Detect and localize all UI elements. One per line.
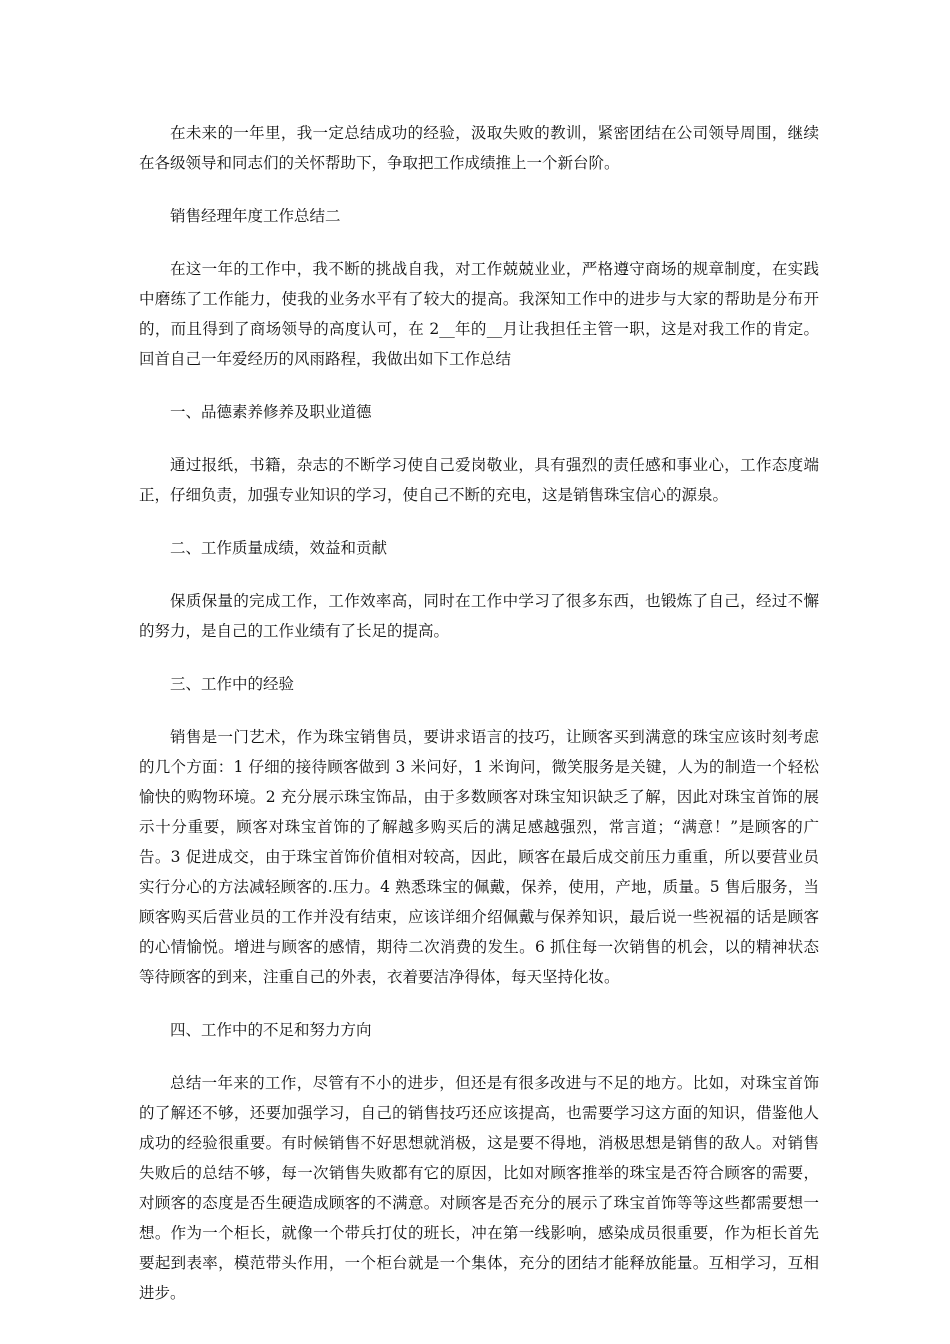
document-subtitle: 销售经理年度工作总结二 xyxy=(170,207,341,225)
overview-paragraph: 在这一年的工作中，我不断的挑战自我，对工作兢兢业业，严格遵守商场的规章制度，在实践中磨练了工作能力，使我的业务水平有了较大的提高。我深知工作中的进步与大家的帮助是分布开的，而且得到了商场领导的高度认可，在 2__年的__月让我担任主管一职，这是对我工作的肯定。回首自己一年爱经历的风雨路程，我做出如下工作总结 xyxy=(139,260,819,368)
section-heading-1: 一、品德素养修养及职业道德 xyxy=(170,403,372,421)
section-paragraph-2: 保质保量的完成工作，工作效率高，同时在工作中学习了很多东西，也锻炼了自己，经过不懈的努力，是自己的工作业绩有了长足的提高。 xyxy=(139,592,819,640)
section-paragraph-3: 销售是一门艺术，作为珠宝销售员，要讲求语言的技巧，让顾客买到满意的珠宝应该时刻考虑的几个方面：1 仔细的接待顾客做到 3 米问好，1 米询问，微笑服务是关键，人为的制造一个轻松愉快的购物环境。2 充分展示珠宝饰品，由于多数顾客对珠宝知识缺乏了解，因此对珠宝首饰的展示十分重要，顾客对珠宝首饰的了解越多购买后的满足感越强烈，常言道；“满意！”是顾客的广告。3 促进成交，由于珠宝首饰价值相对较高，因此，顾客在最后成交前压力重重，所以要营业员实行分心的方法减轻顾客的.压力。4 熟悉珠宝的佩戴，保养，使用，产地，质量。5 售后服务，当顾客购买后营业员的工作并没有结束，应该详细介绍佩戴与保养知识，最后说一些祝福的话是顾客的心情愉悦。增进与顾客的感情，期待二次消费的发生。6 抓住每一次销售的机会，以的精神状态等待顾客的到来，注重自己的外表，衣着要洁净得体，每天坚持化妆。 xyxy=(139,728,819,986)
section-heading-4: 四、工作中的不足和努力方向 xyxy=(170,1021,372,1039)
section-heading-3: 三、工作中的经验 xyxy=(170,675,295,693)
intro-paragraph: 在未来的一年里，我一定总结成功的经验，汲取失败的教训，紧密团结在公司领导周围，继续在各级领导和同志们的关怀帮助下，争取把工作成绩推上一个新台阶。 xyxy=(139,124,819,172)
section-paragraph-4: 总结一年来的工作，尽管有不小的进步，但还是有很多改进与不足的地方。比如，对珠宝首饰的了解还不够，还要加强学习，自己的销售技巧还应该提高，也需要学习这方面的知识，借鉴他人成功的经验很重要。有时候销售不好思想就消极，这是要不得地，消极思想是销售的敌人。对销售失败后的总结不够，每一次销售失败都有它的原因，比如对顾客推举的珠宝是否符合顾客的需要，对顾客的态度是否生硬造成顾客的不满意。对顾客是否充分的展示了珠宝首饰等等这些都需要想一想。作为一个柜长，就像一个带兵打仗的班长，冲在第一线影响，感染成员很重要，作为柜长首先要起到表率，模范带头作用，一个柜台就是一个集体，充分的团结才能释放能量。互相学习，互相进步。 xyxy=(139,1074,819,1302)
section-heading-2: 二、工作质量成绩，效益和贡献 xyxy=(170,539,388,557)
document-page xyxy=(139,118,819,1308)
section-paragraph-1: 通过报纸，书籍，杂志的不断学习使自己爱岗敬业，具有强烈的责任感和事业心，工作态度端正，仔细负责，加强专业知识的学习，使自己不断的充电，这是销售珠宝信心的源泉。 xyxy=(139,456,819,504)
